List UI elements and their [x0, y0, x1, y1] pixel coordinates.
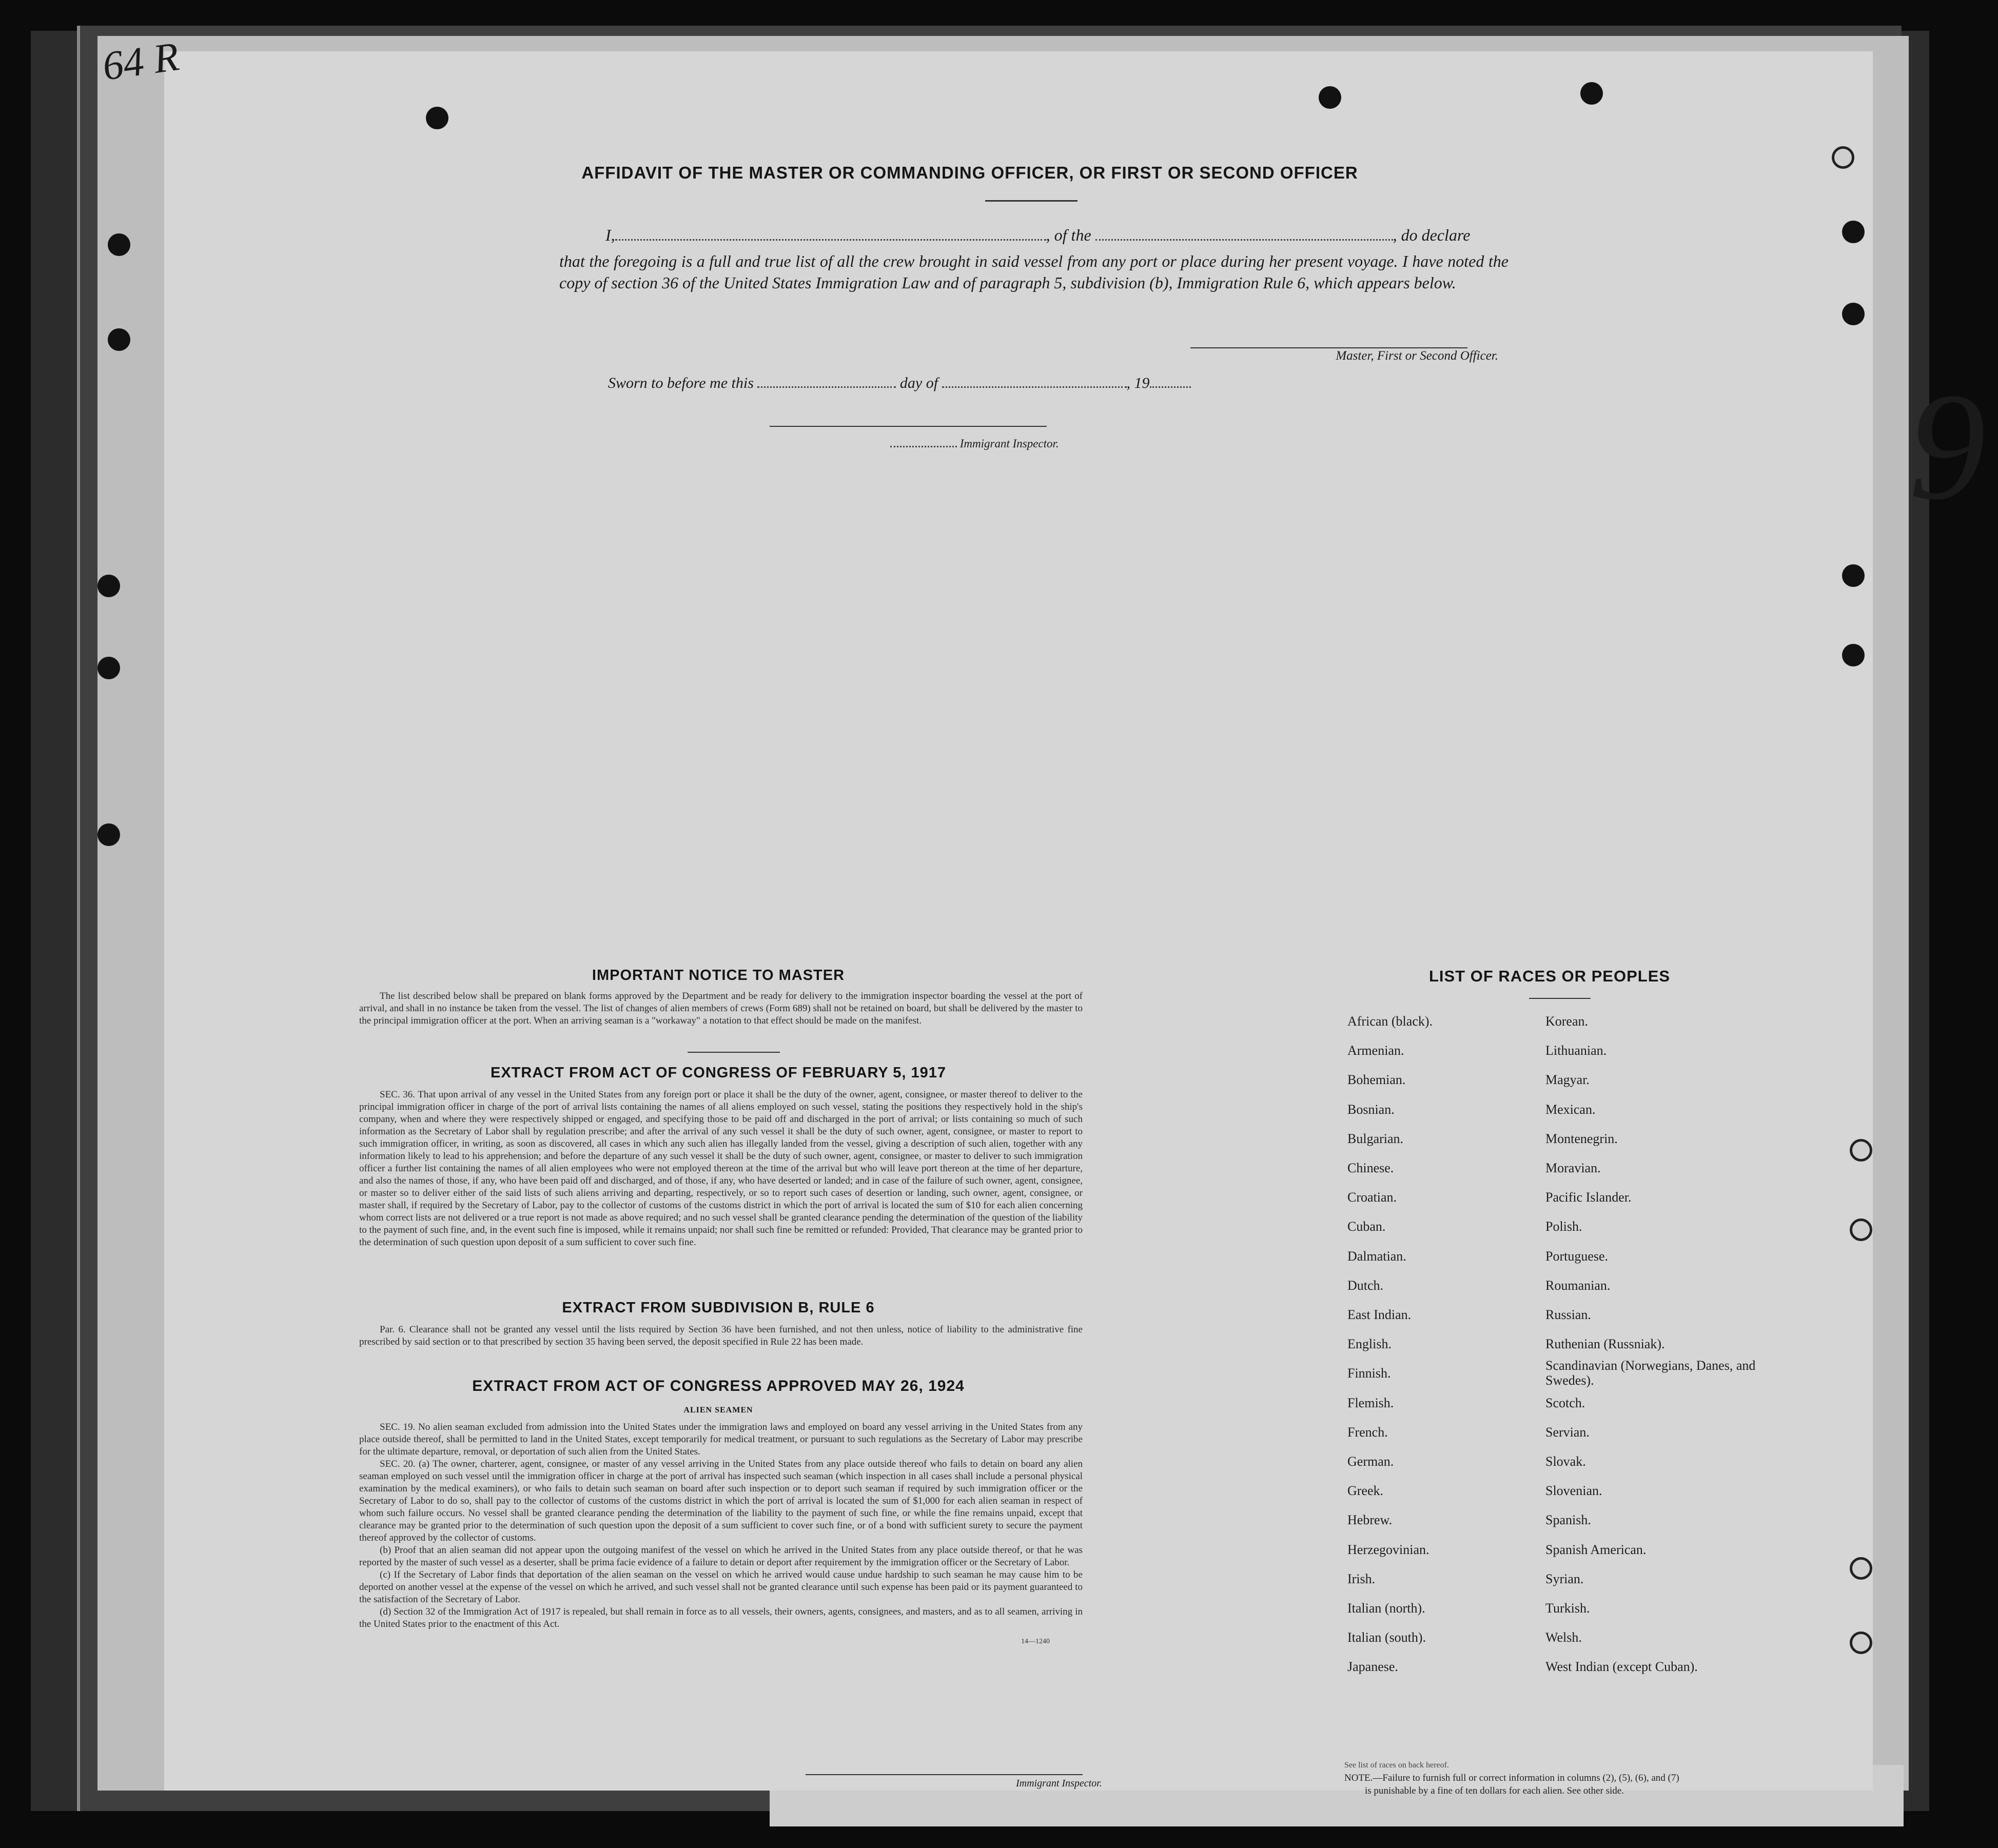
binder-hole: [108, 233, 130, 256]
races-left-column: [1347, 1007, 1532, 1682]
race-item: Cuban.: [1347, 1219, 1386, 1234]
underlying-note-1: See list of races on back hereof.: [1344, 1761, 1449, 1770]
punch-hole: [426, 107, 448, 129]
alien-seamen-subtitle: ALIEN SEAMEN: [683, 1406, 753, 1414]
inspector-caption-block: [890, 437, 1106, 450]
race-item: Pacific Islander.: [1545, 1190, 1632, 1205]
race-item: Polish.: [1545, 1219, 1582, 1234]
punch-hole: [1580, 82, 1603, 105]
race-item: Servian.: [1545, 1424, 1590, 1440]
underlying-signature-line: [806, 1774, 1083, 1775]
punch-hole: [1842, 564, 1865, 587]
underlying-note-2: NOTE.—Failure to furnish full or correct information in columns (2), (5), (6), and (7): [1344, 1773, 1679, 1783]
sec20d-paragraph: (d) Section 32 of the Immigration Act of 1917 is repealed, but shall remain in force as to all vessels, their owners, agents, consignees, and masters, and as to all seamen, arriving in the United States prior to the enactment of this Act.: [359, 1606, 1083, 1629]
sworn-day-field: [757, 386, 896, 388]
race-item: English.: [1347, 1336, 1392, 1352]
races-right-column: [1545, 1007, 1761, 1682]
races-title: LIST OF RACES OR PEOPLES: [1428, 967, 1671, 985]
notice-text: [359, 990, 1083, 1027]
title-rule: [985, 200, 1078, 202]
race-item: Scandinavian (Norwegians, Danes, and Swedes).: [1545, 1358, 1756, 1388]
race-item: Bosnian.: [1347, 1102, 1395, 1117]
races-rule: [1529, 998, 1591, 999]
handwritten-mark: 9: [1909, 361, 1986, 532]
race-item: Portuguese.: [1545, 1248, 1609, 1264]
section-rule: [688, 1052, 780, 1053]
extract-1924-text: [359, 1421, 1083, 1630]
vessel-name-field: [1095, 239, 1393, 241]
race-item: Hebrew.: [1347, 1512, 1393, 1528]
race-item: Syrian.: [1545, 1571, 1584, 1586]
binder-hole: [97, 657, 120, 679]
do-declare-label: , do declare: [1393, 226, 1471, 244]
sec20a-paragraph: SEC. 20. (a) The owner, charterer, agent, consignee, or master of any vessel arriving in the United States from any place outside thereof who fails to detain on board any alien seaman employed on such vessel until the immigration officer in charge at the port of arrival has inspected such seaman (which inspection in all cases shall include a personal physical examination by the medical examiners), or who fails to detain such seaman on board after such inspection or to deport such seaman if required by such immigration officer or the Secretary of Labor to do so, shall pay to the collector of customs of the customs district in which the port of arrival is located the sum of $1,000 for each alien seaman in respect of whom such failure occurs. No vessel shall be granted clearance pending the determination of the liability to the payment of such fine, or while the fine remains unpaid, except that clearance may be granted prior to the determination of such question upon the deposit of a sum sufficient to cover such fine, or of a bond with sufficient surety to secure the payment thereof approved by the collector of customs.: [359, 1459, 1083, 1543]
extract-rule6-text: [359, 1324, 1083, 1348]
race-item: Armenian.: [1347, 1043, 1404, 1058]
sworn-day-of: day of: [899, 375, 938, 391]
race-item: Mexican.: [1545, 1102, 1596, 1117]
race-item: Bohemian.: [1347, 1072, 1406, 1088]
race-item: Scotch.: [1545, 1395, 1585, 1410]
punch-hole: [1842, 303, 1865, 325]
race-item: Russian.: [1545, 1307, 1591, 1323]
sec36-paragraph: SEC. 36. That upon arrival of any vessel in the United States from any foreign port or place it shall be the duty of the owner, agent, consignee, or master thereof to deliver to the principal immigration officer in charge of the port of arrival lists containing the names of all aliens employed on such vessel, stating the positions they respectively hold in the ship's company, when and where they were respectively shipped or engaged, and specifying those to be paid off and discharged in the port of arrival; or lists containing so much of such information as the Secretary of Labor shall by regulation prescribe; and after the arrival of any such vessel it shall be the duty of such owner, agent, consignee, or master to report to such immigration officer, in writing, as soon as discovered, all cases in which any such alien has illegally landed from the vessel, giving a description of such alien, together with any information likely to lead to his apprehension; and before the departure of any such vessel it shall be the duty of such owner, agent, consignee, or master to deliver to such immigration officer a further list containing the names of all alien employees who were not employed thereon at the time of the arrival but who will leave port thereon at the time of her departure, and also the names of those, if any, who have been paid off and discharged, and of those, if any, who have deserted or landed; and in case of the failure of such owner, agent, consignee, or master so to deliver either of the said lists of such aliens arriving and departing, respectively, or so to report such cases of desertion or landing, such owner, agent, consignee, or master shall, if required by the Secretary of Labor, pay to the collector of customs of the customs district in which the port of arrival is located the sum of $10 for each alien concerning whom correct lists are not delivered or a true report is not made as above required; and no such vessel shall be granted clearance pending the determination of the question of the liability to the payment of such fine, and, in the event such fine is imposed, while it remains unpaid; nor shall such fine be remitted or refunded: Provided, That clearance may be granted prior to the determination of such question upon deposit of a sum sufficient to cover such fine.: [359, 1089, 1083, 1248]
notice-title: IMPORTANT NOTICE TO MASTER: [592, 967, 845, 984]
punch-hole: [1319, 86, 1341, 109]
race-item: Dalmatian.: [1347, 1248, 1406, 1264]
affidavit-title: AFFIDAVIT OF THE MASTER OR COMMANDING OFFICER, OR FIRST OR SECOND OFFICER: [581, 163, 1358, 182]
race-item: Roumanian.: [1545, 1277, 1611, 1293]
race-item: French.: [1347, 1424, 1388, 1440]
par6-paragraph: Par. 6. Clearance shall not be granted any vessel until the lists required by Section 36 have been furnished, and not then unless, notice of liability to the administrative fine prescribed by said section or to that prescribed by section 35 having been served, the deposit specified in Rule 22 has been made.: [359, 1324, 1083, 1347]
race-item: Croatian.: [1347, 1190, 1397, 1205]
sworn-year-field: [1150, 386, 1191, 388]
notice-paragraph: The list described below shall be prepared on blank forms approved by the Department and be ready for delivery to the immigration inspector boarding the vessel at the port of arrival, and shall in no instance be taken from the vessel. The list of changes of alien members of crews (Form 689) shall not be retained on board, but shall be delivered by the master to the principal immigration officer at the port. When an arriving seaman is a "workaway" a notation to that effect should be made on the manifest.: [359, 991, 1083, 1026]
punch-hole-ring: [1850, 1631, 1872, 1654]
race-item: Chinese.: [1347, 1161, 1394, 1176]
race-item: Flemish.: [1347, 1395, 1394, 1410]
race-item: Korean.: [1545, 1014, 1589, 1029]
sec20c-paragraph: (c) If the Secretary of Labor finds that deportation of the alien seaman on the vessel on which he arrived would cause undue hardship to such seaman he may cause him to be deported on another vessel at the expense of the vessel on which he arrived, and such vessel shall not be granted clearance until such expense has been paid or its payment guaranteed to the satisfaction of the Secretary of Labor.: [359, 1569, 1083, 1605]
race-item: Japanese.: [1347, 1659, 1398, 1675]
punch-hole: [1842, 644, 1865, 666]
sworn-month-field: [942, 386, 1127, 388]
race-item: African (black).: [1347, 1014, 1433, 1029]
punch-hole-ring: [1850, 1139, 1872, 1162]
race-item: Welsh.: [1545, 1630, 1582, 1645]
handwritten-page-number: 64 R: [100, 34, 182, 89]
signature-line: [1190, 347, 1467, 348]
race-item: Magyar.: [1545, 1072, 1590, 1088]
race-item: Irish.: [1347, 1571, 1376, 1586]
punch-hole-ring: [1850, 1218, 1872, 1241]
inspector-signature-line: [770, 426, 1047, 427]
sworn-year: , 19: [1126, 375, 1150, 391]
of-the-label: , of the: [1046, 226, 1091, 244]
sworn-prefix: Sworn to before me this: [608, 375, 754, 391]
underlying-inspector-caption: Immigrant Inspector.: [1016, 1778, 1102, 1789]
race-item: Dutch.: [1347, 1277, 1384, 1293]
signature-caption: Master, First or Second Officer.: [1336, 349, 1498, 363]
punch-hole: [1842, 221, 1865, 243]
race-item: West Indian (except Cuban).: [1545, 1659, 1698, 1675]
extract-rule6-title: EXTRACT FROM SUBDIVISION B, RULE 6: [562, 1300, 875, 1316]
inspector-field: [890, 446, 957, 447]
race-item: Lithuanian.: [1545, 1043, 1607, 1058]
race-item: Italian (south).: [1347, 1630, 1426, 1645]
sec19-paragraph: SEC. 19. No alien seaman excluded from admission into the United States under the immigration laws and employed on board any vessel arriving in the United States from any place outside thereof, shall be permitted to land in the United States, except temporarily for medical treatment, or pursuant to such regulations as the Secretary of Labor may prescribe for the ultimate departure, removal, or deportation of such alien from the United States.: [359, 1422, 1083, 1457]
race-item: Bulgarian.: [1347, 1131, 1404, 1146]
underlying-note-3: is punishable by a fine of ten dollars for each alien. See other side.: [1365, 1785, 1624, 1796]
race-item: Moravian.: [1545, 1161, 1601, 1176]
race-item: Ruthenian (Russniak).: [1545, 1336, 1665, 1352]
binder-hole: [97, 823, 120, 846]
form-number: 14—1240: [1021, 1638, 1050, 1645]
race-item: German.: [1347, 1454, 1394, 1469]
sec20b-paragraph: (b) Proof that an alien seaman did not appear upon the outgoing manifest of the vessel on which he arrived in the United States from any place outside thereof, or that he was reported by the master of such vessel as a deserter, shall be prima facie evidence of a failure to detain or deport after requirement by the immigration officer or the Secretary of Labor.: [359, 1545, 1083, 1568]
race-item: Slovak.: [1545, 1454, 1586, 1469]
race-item: Greek.: [1347, 1483, 1384, 1499]
binder-hole: [97, 575, 120, 597]
inspector-caption: Immigrant Inspector.: [959, 437, 1059, 450]
sworn-line: [608, 375, 1255, 392]
extract-1917-text: [359, 1089, 1083, 1249]
declare-i: I,: [605, 226, 615, 244]
binder-hole: [108, 328, 130, 351]
punch-hole-ring: [1832, 146, 1854, 169]
affidavit-body: that the foregoing is a full and true list of all the crew brought in said vessel from any port or place during her present voyage. I have noted the copy of section 36 of the United States Immigration Law and of paragraph 5, subdivision (b), Immigration Rule 6, which appears below.: [559, 252, 1509, 292]
punch-hole-ring: [1850, 1557, 1872, 1580]
race-item: Turkish.: [1545, 1601, 1590, 1616]
race-item: Spanish American.: [1545, 1542, 1647, 1557]
extract-1924-title: EXTRACT FROM ACT OF CONGRESS APPROVED MAY 26, 1924: [472, 1378, 965, 1394]
race-item: East Indian.: [1347, 1307, 1412, 1323]
race-item: Herzegovinian.: [1347, 1542, 1429, 1557]
officer-name-field: [615, 239, 1046, 241]
race-item: Montenegrin.: [1545, 1131, 1618, 1146]
race-item: Finnish.: [1347, 1366, 1391, 1381]
extract-1917-title: EXTRACT FROM ACT OF CONGRESS OF FEBRUARY 5, 1917: [490, 1065, 947, 1081]
race-item: Spanish.: [1545, 1512, 1591, 1528]
race-item: Italian (north).: [1347, 1601, 1425, 1616]
race-item: Slovenian.: [1545, 1483, 1602, 1499]
affidavit-declaration-line: [605, 226, 1509, 245]
